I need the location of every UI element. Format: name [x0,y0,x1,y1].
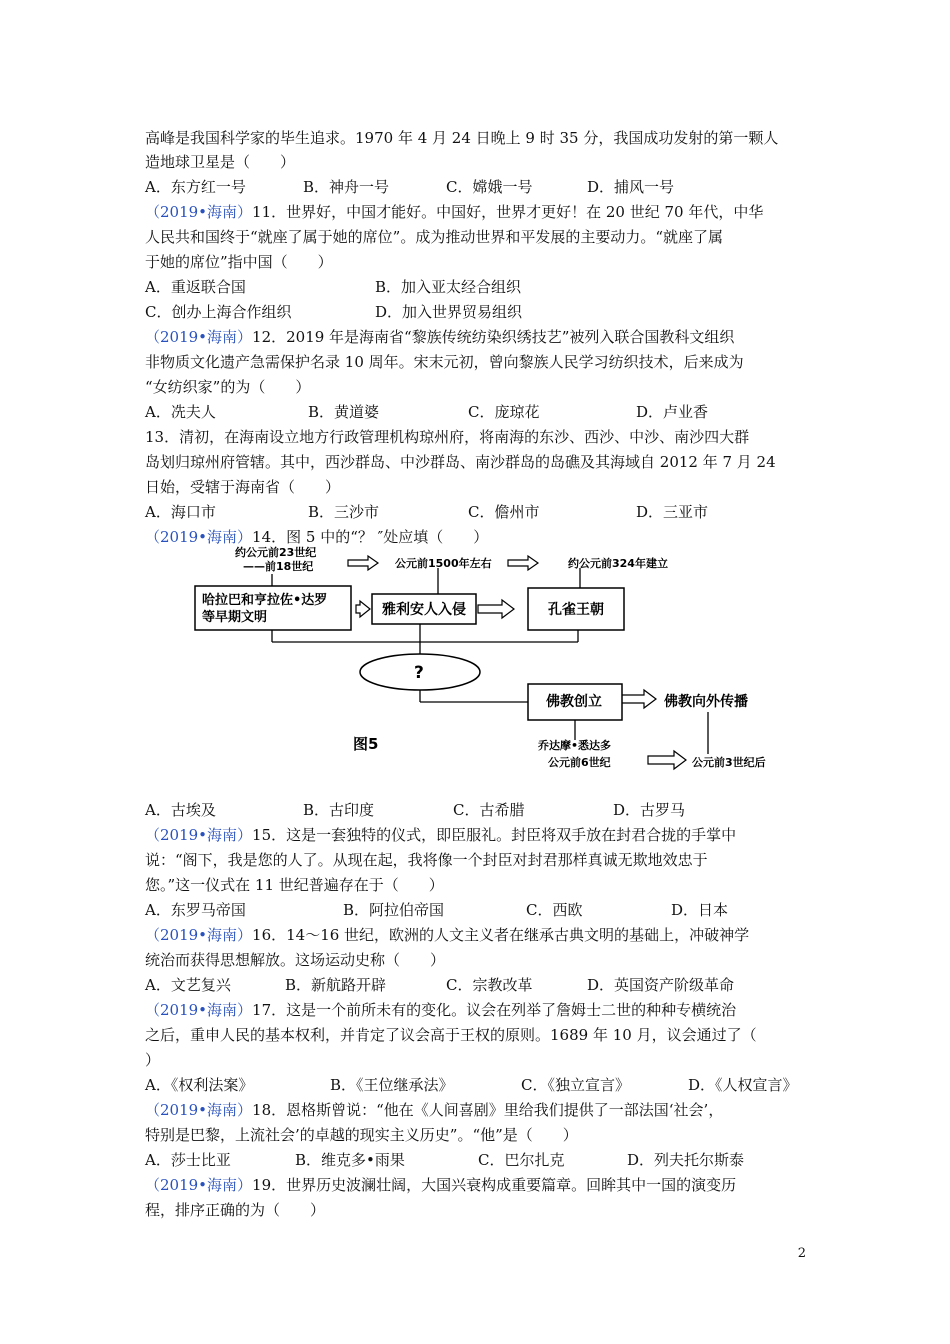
text-line: 非物质文化遗产急需保护名录 10 周年。宋末元初，曾向黎族人民学习纺织技术，后来成为 [145,353,744,371]
question-19 [145,1175,736,1195]
date-label-4: 约公元前324年建立 [568,557,668,570]
question-text: 11．世界好，中国才能好。中国好，世界才更好！在 20 世纪 70 年代，中华 [252,203,764,221]
box-label: 哈拉巴和亨拉佐•达罗 [202,593,328,608]
source-tag: （2019•海南） [145,328,253,346]
box-label: 等早期文明 [202,610,268,625]
date-label-2: ——前18世纪 [243,560,314,573]
question-12 [145,327,734,347]
text-line: 特别是巴黎，上流社会’的卓越的现实主义历史”。“他”是（ ） [145,1126,578,1144]
option-d: D．古罗马 [613,801,686,819]
question-text: 15．这是一套独特的仪式，即臣服礼。封臣将双手放在封君合拢的手掌中 [252,826,737,844]
date-label-1: 约公元前23世纪 [235,546,317,559]
text-line: 说：“阁下，我是您的人了。从现在起，我将像一个封臣对封君那样真诚无欺地效忠于 [145,851,708,869]
option-c: C．儋州市 [468,503,540,521]
text-line: 您。”这一仪式在 11 世纪普遍存在于（ ） [145,876,444,894]
question-text: 16．14～16 世纪，欧洲的人文主义者在继承古典文明的基础上，冲破神学 [252,926,750,944]
question-text: 17．这是一个前所未有的变化。议会在列举了詹姆士二世的种种专横统治 [252,1001,737,1019]
text-line: ） [145,1051,161,1069]
option-d: D．日本 [671,901,729,919]
source-tag: （2019•海南） [145,1101,253,1119]
date-label-3: 公元前1500年左右 [395,557,492,570]
option-a: A．古埃及 [145,801,216,819]
option-c: C．西欧 [526,901,583,919]
question-text: 19．世界历史波澜壮阔，大国兴衰构成重要篇章。回眸其中一国的演变历 [252,1176,737,1194]
question-13: 13．清初，在海南设立地方行政管理机构琼州府，将南海的东沙、西沙、中沙、南沙四大群 [145,428,750,446]
question-mark: ? [414,663,424,683]
question-text: 12．2019 年是海南省“黎族传统纺染织绣技艺”被列入联合国教科文组织 [252,328,735,346]
source-tag: （2019•海南） [145,1001,253,1019]
option-c: C．宗教改革 [446,976,533,994]
option-d: D．捕风一号 [587,178,675,196]
box-label: 孔雀王朝 [548,602,604,618]
option-a: A．东罗马帝国 [145,901,246,919]
arrow-icon [620,690,656,708]
date-label-6: 公元前3世纪后 [692,756,766,769]
text-line: 统治而获得思想解放。这场运动史称（ ） [145,951,446,969]
option-c: C．《独立宣言》 [521,1076,630,1094]
arrow-icon [348,556,378,570]
option-c: C．庞琼花 [468,403,540,421]
source-tag: （2019•海南） [145,203,253,221]
option-b: B．新航路开辟 [285,976,387,994]
option-a: A．重返联合国 [145,278,246,296]
text-line: 高峰是我国科学家的毕生追求。1970 年 4 月 24 日晚上 9 时 35 分，我国成功发射的第一颗人 [145,129,779,147]
box-label: 雅利安人入侵 [382,602,466,618]
page-number: 2 [797,1246,806,1261]
text-line: 程，排序正确的为（ ） [145,1201,326,1219]
source-tag: （2019•海南） [145,926,253,944]
question-16 [145,925,749,945]
figure-5-diagram [190,546,790,778]
box-label: 佛教创立 [546,694,602,710]
text-line: “女纺织家”的为（ ） [145,378,311,396]
option-a: A．莎士比亚 [145,1151,231,1169]
option-c: C．古希腊 [453,801,525,819]
arrow-icon [356,601,370,617]
option-b: B．三沙市 [308,503,380,521]
option-b: B．维克多•雨果 [295,1151,405,1169]
arrow-icon [508,556,538,570]
option-a: A．《权利法案》 [145,1076,254,1094]
option-a: A．冼夫人 [145,403,216,421]
option-b: B．加入亚太经合组织 [375,278,522,296]
option-a: A．东方红一号 [145,178,246,196]
option-d: D．《人权宣言》 [688,1076,798,1094]
question-text: 18．恩格斯曾说：“他在《人间喜剧》里给我们提供了一部法国‘社会’， [252,1101,724,1119]
text-line: 造地球卫星是（ ） [145,153,296,171]
text-line: 岛划归琼州府管辖。其中，西沙群岛、中沙群岛、南沙群岛的岛礁及其海域自 2012 年 7 月 24 [145,453,776,471]
question-14 [145,527,488,547]
option-d: D．列夫托尔斯泰 [627,1151,745,1169]
buddhism-spread-label: 佛教向外传播 [664,694,748,710]
arrow-icon [648,751,686,769]
text-line: 之后，重申人民的基本权利，并肯定了议会高于王权的原则。1689 年 10 月，议会通过了（ [145,1026,757,1044]
option-c: C．创办上海合作组织 [145,303,292,321]
option-b: B．古印度 [303,801,375,819]
text-line: 人民共和国终于“就座了属于她的席位”。成为推动世界和平发展的主要动力。“就座了属 [145,228,724,246]
option-b: B．黄道婆 [308,403,380,421]
option-a: A．文艺复兴 [145,976,231,994]
option-b: B．《王位继承法》 [330,1076,454,1094]
text-line: 于她的席位”指中国（ ） [145,253,333,271]
question-18 [145,1100,723,1120]
question-17 [145,1000,736,1020]
source-tag: （2019•海南） [145,1176,253,1194]
source-tag: （2019•海南） [145,826,253,844]
source-tag: （2019•海南） [145,528,253,546]
option-c: C．巴尔扎克 [478,1151,565,1169]
date-label-5: 公元前6世纪 [548,756,611,769]
option-a: A．海口市 [145,503,216,521]
option-d: D．英国资产阶级革命 [587,976,735,994]
option-d: D．卢业香 [636,403,709,421]
option-b: B．阿拉伯帝国 [343,901,445,919]
question-text: 14．图 5 中的“？ ″处应填（ ） [252,528,489,546]
question-15 [145,825,736,845]
arrow-icon [478,600,514,618]
option-d: D．三亚市 [636,503,709,521]
option-d: D．加入世界贸易组织 [375,303,523,321]
person-label: 乔达摩•悉达多 [538,739,612,752]
figure-caption: 图5 [353,735,379,753]
text-line: 日始，受辖于海南省（ ） [145,478,341,496]
question-11 [145,202,763,222]
option-c: C．嫦娥一号 [446,178,533,196]
option-b: B．神舟一号 [303,178,390,196]
